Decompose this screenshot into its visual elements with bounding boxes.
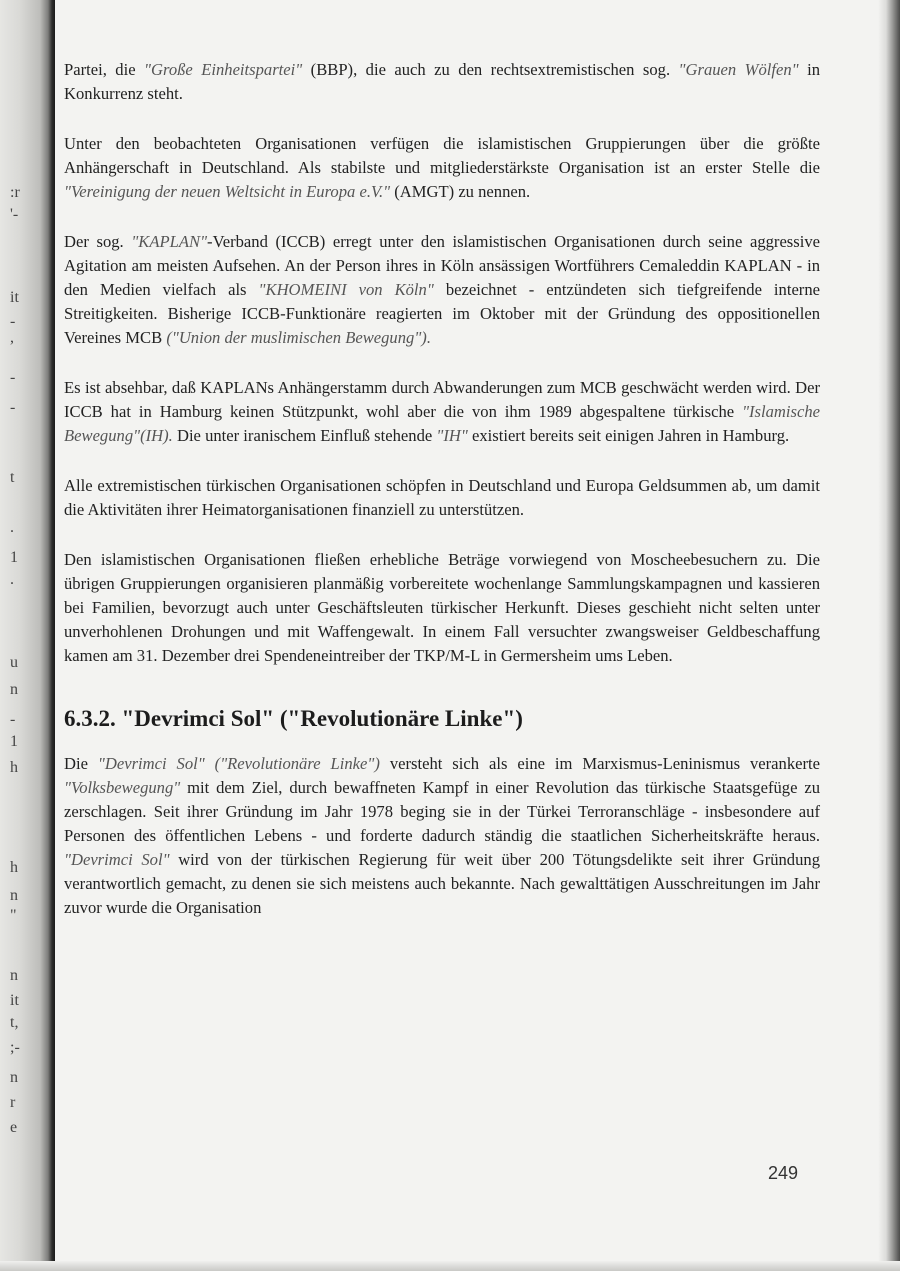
body-paragraph xyxy=(64,376,820,448)
text-run: wird von der türkischen Regierung für weit über 200 Tötungsdelikte seit ihrer Gründung verantwortlich gemacht, zu denen sie sich meistens auch bekannte. Nach gewalttätigen Ausschreitungen im Jahr zuvor wurde die Organisation xyxy=(64,850,820,917)
italic-text: "IH" xyxy=(436,426,468,445)
text-run: (BBP), die auch zu den rechtsextremistischen sog. xyxy=(302,60,679,79)
text-run: Die xyxy=(64,754,98,773)
bleed-char: e xyxy=(10,1119,18,1136)
text-run: mit dem Ziel, durch bewaffneten Kampf in einer Revolution das türkische Staatsgefüge zu zerschlagen. Seit ihrer Gründung im Jahr 1978 beging sie in der Türkei Terroranschläge - insbesondere auf Personen des öffentlichen Lebens - und forderte dadurch ständig die staatlichen Sicherheitskräfte heraus. xyxy=(64,778,820,845)
bleed-char: , xyxy=(10,329,14,346)
bleed-char: " xyxy=(10,907,17,924)
bleed-char: - xyxy=(10,399,16,416)
text-run: Partei, die xyxy=(64,60,145,79)
text-run: Der sog. xyxy=(64,232,132,251)
bleed-char: - xyxy=(10,711,16,728)
text-run: versteht sich als eine im Marxismus-Leninismus verankerte xyxy=(379,754,820,773)
text-run: Unter den beobachteten Organisationen verfügen die islamistischen Gruppierungen über die größte Anhängerschaft in Deutschland. Als stabilste und mitgliederstärkste Organisation ist an erster Stelle die xyxy=(64,134,820,177)
body-paragraph xyxy=(64,548,820,668)
italic-text: "KHOMEINI von Köln" xyxy=(258,280,434,299)
bleed-char: :r xyxy=(10,184,20,201)
text-run: -Verband (ICCB) erregt unter den islamistischen Organisationen durch seine aggressive Agitation am meisten Aufsehen. An der Person ihres in Köln ansässigen Wortführers Cemaleddin KAPLAN - in den Medien vielfach als xyxy=(64,232,820,299)
bleed-char: it xyxy=(10,992,19,1009)
body-text xyxy=(64,58,820,668)
bleed-char: 1 xyxy=(10,549,18,566)
italic-text: "Volksbewegung" xyxy=(64,778,181,797)
body-paragraph xyxy=(64,474,820,522)
bleed-char: n xyxy=(10,887,18,904)
bleed-char: '- xyxy=(10,206,19,223)
bottom-page-edge xyxy=(0,1261,900,1271)
text-run: (AMGT) zu nennen. xyxy=(390,182,531,201)
bleed-char: 1 xyxy=(10,733,18,750)
section-paragraph xyxy=(64,752,820,920)
document-page xyxy=(64,58,820,920)
page-number: 249 xyxy=(768,1163,799,1183)
text-run: existiert bereits seit einigen Jahren in Hamburg. xyxy=(467,426,790,445)
bleed-char: . xyxy=(10,571,14,588)
italic-text: "Vereinigung der neuen Weltsicht in Europa e.V." xyxy=(64,182,391,201)
bleed-char: u xyxy=(10,654,18,671)
body-paragraph xyxy=(64,58,820,106)
right-page-edge xyxy=(878,0,900,1271)
bleed-char: h xyxy=(10,759,18,776)
text-run: Den islamistischen Organisationen fließen erhebliche Beträge vorwiegend von Moscheebesuchern zu. Die übrigen Gruppierungen organisieren planmäßig vorbereitete wochenlange Sammlungskampagnen und kassieren bei Familien, bevorzugt auch unter Geschäftsleuten türkischer Herkunft. Dieses geschieht nicht selten unter unverhohlenen Drohungen und mit Waffengewalt. In einem Fall versuchter zwangsweiser Geldbeschaffung kamen am 31. Dezember drei Spendeneintreiber der TKP/M-L in Germersheim ums Leben. xyxy=(64,550,820,665)
italic-text: ("Union der muslimischen Bewegung"). xyxy=(166,328,431,347)
bleed-char: t xyxy=(10,469,15,486)
bleed-char: it xyxy=(10,289,19,306)
italic-text: "Große Einheitspartei" xyxy=(144,60,303,79)
body-paragraph xyxy=(64,230,820,350)
italic-text: "Devrimci Sol" xyxy=(64,850,170,869)
bleed-char: t, xyxy=(10,1014,19,1031)
bleed-char: n xyxy=(10,967,18,984)
italic-text: "KAPLAN" xyxy=(131,232,208,251)
text-run: Alle extremistischen türkischen Organisationen schöpfen in Deutschland und Europa Geldsummen ab, um damit die Aktivitäten ihrer Heimatorganisationen finanziell zu unterstützen. xyxy=(64,476,820,519)
bleed-char: - xyxy=(10,313,16,330)
section-heading: 6.3.2. "Devrimci Sol" ("Revolutionäre Linke") xyxy=(64,706,523,731)
italic-text: "Grauen Wölfen" xyxy=(678,60,799,79)
italic-text: "Devrimci Sol" ("Revolutionäre Linke") xyxy=(97,754,380,773)
text-run: Es ist absehbar, daß KAPLANs Anhängerstamm durch Abwanderungen zum MCB geschwächt werden wird. Der ICCB hat in Hamburg keinen Stützpunkt, wohl aber die von ihm 1989 abgespaltene türkische xyxy=(64,378,820,421)
text-run: in Konkurrenz steht. xyxy=(64,60,820,103)
bleed-char: ;- xyxy=(10,1039,20,1056)
bleed-char: h xyxy=(10,859,18,876)
bleed-char: n xyxy=(10,1069,18,1086)
text-run: bezeichnet - entzündeten sich tiefgreifende interne Streitigkeiten. Bisherige ICCB-Funktionäre reagierten im Oktober mit der Gründung des oppositionellen Vereines MCB xyxy=(64,280,820,347)
bleed-char: - xyxy=(10,369,16,386)
italic-text: "Islamische Bewegung"(IH). xyxy=(64,402,820,445)
bleed-char: r xyxy=(10,1094,16,1111)
body-paragraph xyxy=(64,132,820,204)
section-body-text xyxy=(64,752,820,920)
bleed-char: n xyxy=(10,681,18,698)
bleed-char: . xyxy=(10,519,14,536)
text-run: Die unter iranischem Einfluß stehende xyxy=(172,426,437,445)
